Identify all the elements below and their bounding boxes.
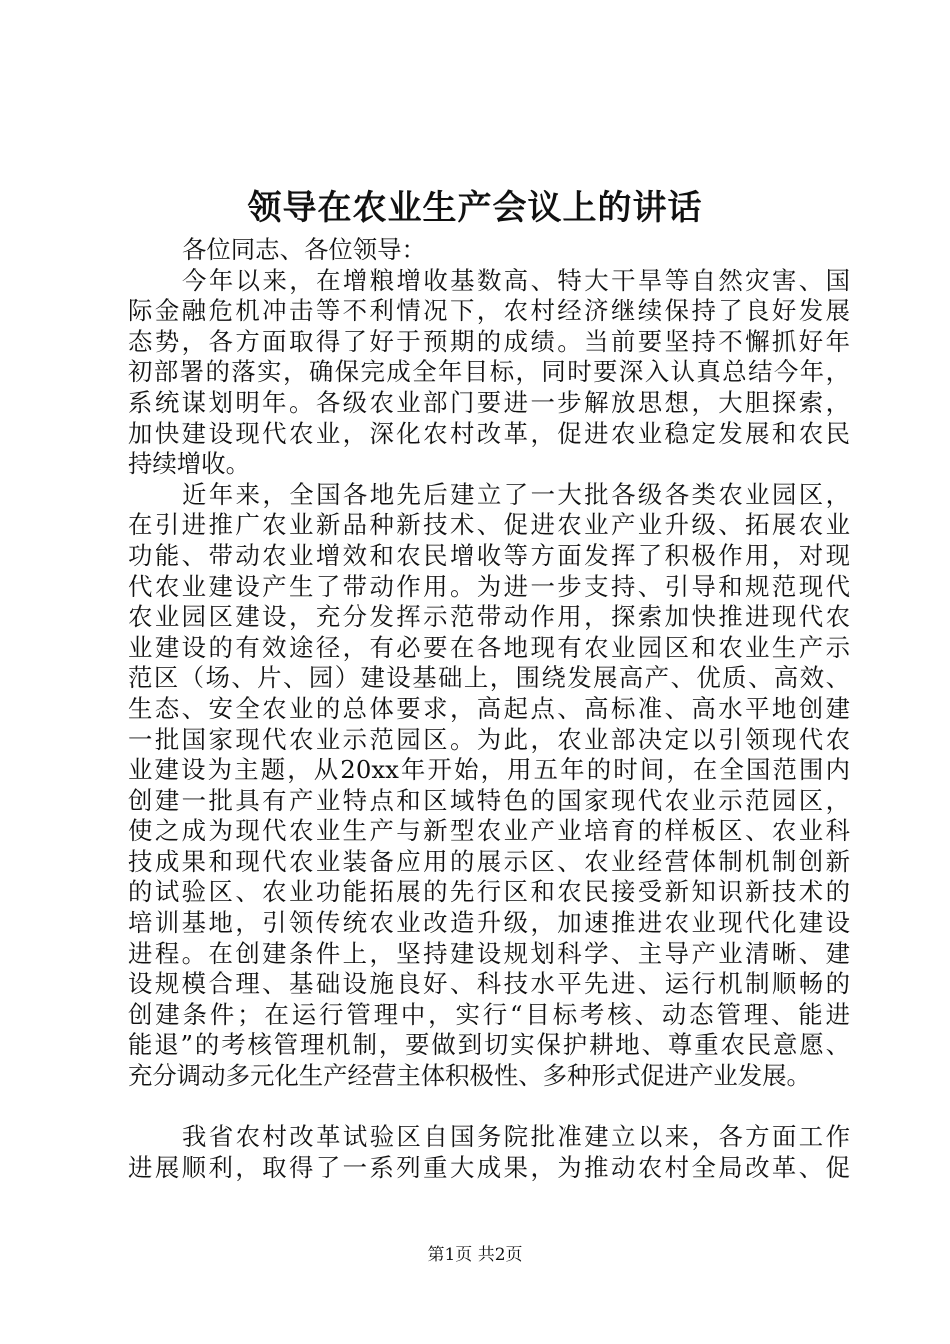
paragraph-line: 业建设的有效途径，有必要在各地现有农业园区和农业生产示 — [128, 632, 850, 662]
paragraph-line: 设规模合理、基础设施良好、科技水平先进、运行机制顺畅的 — [128, 969, 850, 999]
document-body — [128, 235, 850, 1183]
paragraph-line: 今年以来，在增粮增收基数高、特大干旱等自然灾害、国 — [182, 265, 850, 295]
paragraph-line: 代农业建设产生了带动作用。为进一步支持、引导和规范现代 — [128, 571, 850, 601]
paragraph-line: 初部署的落实，确保完成全年目标，同时要深入认真总结今年， — [128, 357, 850, 387]
paragraph-line: 范区（场、片、园）建设基础上，围绕发展高产、优质、高效、 — [128, 663, 850, 693]
paragraph-line: 一批国家现代农业示范园区。为此，农业部决定以引领现代农 — [128, 724, 850, 754]
paragraph-2 — [128, 480, 850, 1092]
salutation: 各位同志、各位领导： — [182, 235, 426, 264]
paragraph-line: 加快建设现代农业，深化农村改革，促进农业稳定发展和农民 — [128, 418, 850, 448]
paragraph-1 — [128, 266, 850, 480]
paragraph-line: 系统谋划明年。各级农业部门要进一步解放思想，大胆探索， — [128, 387, 850, 417]
paragraph-line: 际金融危机冲击等不利情况下，农村经济继续保持了良好发展 — [128, 296, 850, 326]
paragraph-line: 业建设为主题，从20xx年开始，用五年的时间，在全国范围内 — [128, 755, 850, 785]
paragraph-line: 生态、安全农业的总体要求，高起点、高标准、高水平地创建 — [128, 693, 850, 723]
paragraph-line: 培训基地，引领传统农业改造升级，加速推进农业现代化建设 — [128, 908, 850, 938]
paragraph-line: 进程。在创建条件上，坚持建设规划科学、主导产业清晰、建 — [128, 938, 850, 968]
paragraph-line: 在引进推广农业新品种新技术、促进农业产业升级、拓展农业 — [128, 510, 850, 540]
paragraph-line: 的试验区、农业功能拓展的先行区和农民接受新知识新技术的 — [128, 877, 850, 907]
paragraph-line: 使之成为现代农业生产与新型农业产业培育的样板区、农业科 — [128, 816, 850, 846]
paragraph-line: 近年来，全国各地先后建立了一大批各级各类农业园区， — [182, 479, 850, 509]
paragraph-line: 持续增收。 — [128, 449, 250, 479]
paragraph-line: 能退”的考核管理机制，要做到切实保护耕地、尊重农民意愿、 — [128, 1030, 850, 1060]
paragraph-line: 充分调动多元化生产经营主体积极性、多种形式促进产业发展。 — [128, 1061, 811, 1091]
paragraph-line: 进展顺利，取得了一系列重大成果，为推动农村全局改革、促 — [128, 1152, 850, 1182]
paragraph-spacer — [128, 1092, 850, 1123]
paragraph-line: 创建条件；在运行管理中，实行“目标考核、动态管理、能进 — [128, 999, 850, 1029]
paragraph-line: 态势，各方面取得了好于预期的成绩。当前要坚持不懈抓好年 — [128, 326, 850, 356]
document-title: 领导在农业生产会议上的讲话 — [247, 188, 703, 228]
paragraph-line: 我省农村改革试验区自国务院批准建立以来，各方面工作 — [182, 1122, 850, 1152]
page-number-footer: 第1页 共2页 — [427, 1245, 523, 1265]
paragraph-3 — [128, 1122, 850, 1183]
paragraph-line: 技成果和现代农业装备应用的展示区、农业经营体制机制创新 — [128, 846, 850, 876]
paragraph-line: 创建一批具有产业特点和区域特色的国家现代农业示范园区， — [128, 785, 850, 815]
paragraph-line: 功能、带动农业增效和农民增收等方面发挥了积极作用，对现 — [128, 540, 850, 570]
paragraph-line: 农业园区建设，充分发挥示范带动作用，探索加快推进现代农 — [128, 602, 850, 632]
